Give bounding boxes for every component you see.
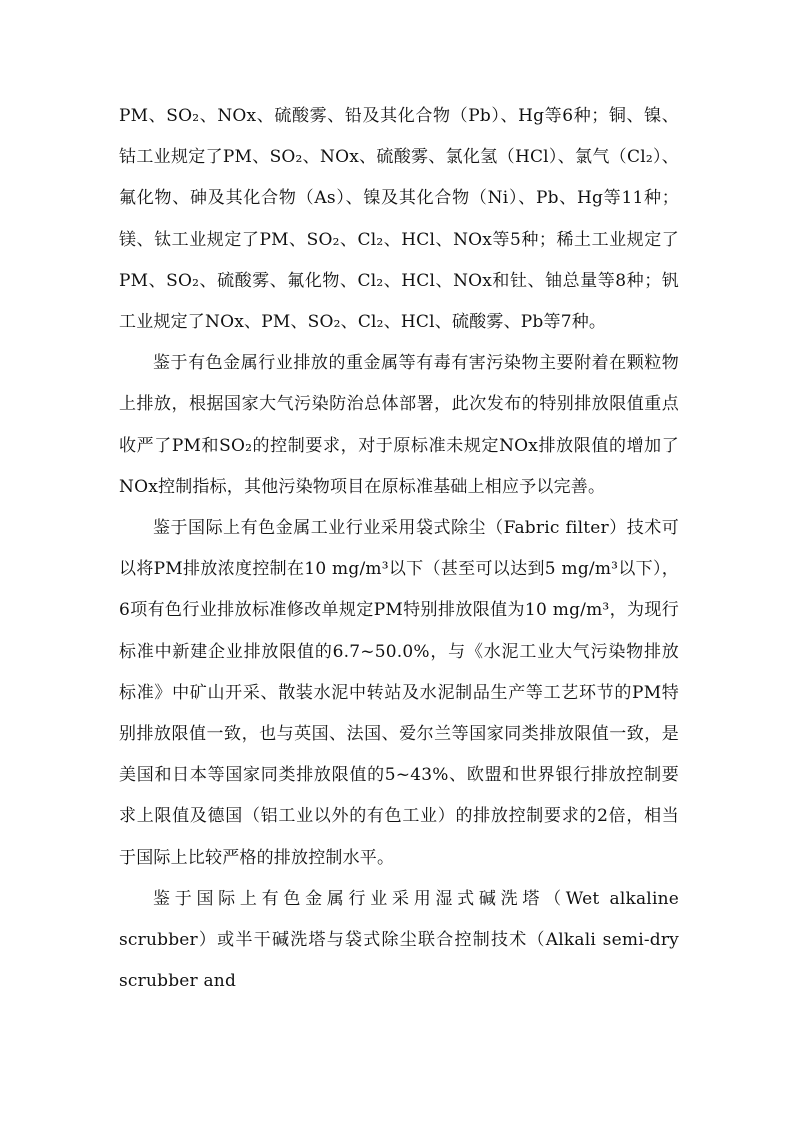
body-text <box>119 96 679 1002</box>
paragraph-wet-scrubber <box>119 879 679 1003</box>
paragraph-text: PM、SO₂、NOx、硫酸雾、铅及其化合物（Pb）、Hg等6种；铜、镍、钴工业规定了PM、SO₂、NOx、硫酸雾、氯化氢（HCl）、氯气（Cl₂）、氟化物、砷及其化合物（As）、镍及其化合物（Ni）、Pb、Hg等11种；镁、钛工业规定了PM、SO₂、Cl₂、HCl、NOx等5种；稀土工业规定了PM、SO₂、硫酸雾、氟化物、Cl₂、HCl、NOx和钍、铀总量等8种；钒工业规定了NOx、PM、SO₂、Cl₂、HCl、硫酸雾、Pb等7种。 <box>119 106 679 333</box>
paragraph-text: 鉴于国际上有色金属工业行业采用袋式除尘（Fabric filter）技术可以将PM排放浓度控制在10 mg/m³以下（甚至可以达到5 mg/m³以下），6项有色行业排放标准修改单规定PM特别排放限值为10 mg/m³，为现行标准中新建企业排放限值的6.7~50.0%，与《水泥工业大气污染物排放标准》中矿山开采、散装水泥中转站及水泥制品生产等工艺环节的PM特别排放限值一致，也与英国、法国、爱尔兰等国家同类排放限值一致，是美国和日本等国家同类排放限值的5~43%、欧盟和世界银行排放控制要求上限值及德国（铝工业以外的有色工业）的排放控制要求的2倍，相当于国际上比较严格的排放控制水平。 <box>119 518 679 868</box>
paragraph-heavy-metals <box>119 343 679 508</box>
paragraph-text: 鉴于国际上有色金属行业采用湿式碱洗塔（Wet alkaline scrubber）或半干碱洗塔与袋式除尘联合控制技术（Alkali semi-dry scrubber and <box>119 888 679 992</box>
paragraph-fabric-filter <box>119 508 679 879</box>
paragraph-emission-list <box>119 96 679 343</box>
paragraph-text: 鉴于有色金属行业排放的重金属等有毒有害污染物主要附着在颗粒物上排放，根据国家大气污染防治总体部署，此次发布的特别排放限值重点收严了PM和SO₂的控制要求，对于原标准未规定NOx排放限值的增加了NOx控制指标，其他污染物项目在原标准基础上相应予以完善。 <box>119 353 679 497</box>
